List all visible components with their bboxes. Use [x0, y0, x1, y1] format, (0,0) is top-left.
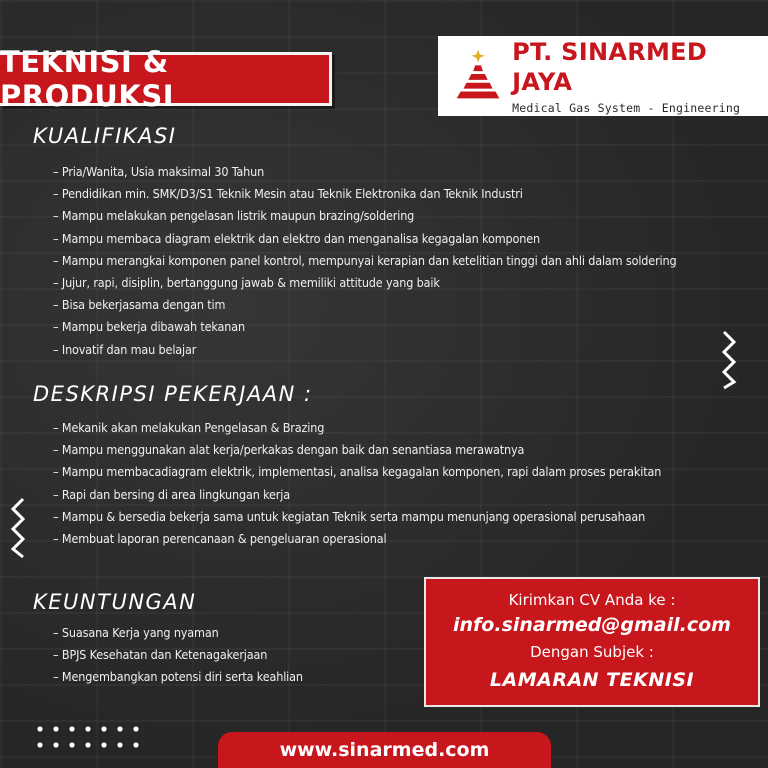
- list-item: – Mampu menggunakan alat kerja/perkakas dengan baik dan senantiasa merawatnya: [53, 439, 661, 461]
- zigzag-chevron-icon: [8, 497, 28, 559]
- list-item: – Mengembangkan potensi diri serta keahlian: [53, 666, 303, 688]
- page-title: TEKNISI & PRODUKSI: [0, 45, 175, 113]
- list-item: – Bisa bekerjasama dengan tim: [53, 294, 676, 316]
- list-item: – Mampu melakukan pengelasan listrik maupun brazing/soldering: [53, 205, 676, 227]
- kualifikasi-heading: KUALIFIKASI: [33, 124, 177, 148]
- list-item: – Mampu membacadiagram elektrik, implementasi, analisa kegagalan komponen, rapi dalam proses perakitan: [53, 461, 661, 483]
- website-link[interactable]: www.sinarmed.com: [279, 739, 490, 761]
- keuntungan-heading: KEUNTUNGAN: [33, 590, 197, 614]
- kualifikasi-list: [53, 161, 676, 361]
- company-name: PT. SINARMED JAYA: [512, 38, 708, 96]
- list-item: – Jujur, rapi, disiplin, bertanggung jawab & memiliki attitude yang baik: [53, 272, 676, 294]
- list-item: – Mampu membaca diagram elektrik dan elektro dan menganalisa kegagalan komponen: [53, 228, 676, 250]
- list-item: – Mampu merangkai komponen panel kontrol, mempunyai kerapian dan ketelitian tinggi dan ahli dalam soldering: [53, 250, 676, 272]
- keuntungan-list: [53, 622, 303, 689]
- sinarmed-logo-icon: [448, 45, 508, 107]
- list-item: – Pendidikan min. SMK/D3/S1 Teknik Mesin atau Teknik Elektronika dan Teknik Industri: [53, 183, 676, 205]
- list-item: – Inovatif dan mau belajar: [53, 339, 676, 361]
- cta-subject-label: Dengan Subjek :: [530, 643, 654, 661]
- list-item: – Suasana Kerja yang nyaman: [53, 622, 303, 644]
- website-bar[interactable]: [218, 732, 551, 768]
- cta-email[interactable]: info.sinarmed@gmail.com: [453, 614, 731, 636]
- deskripsi-list: [53, 417, 661, 550]
- list-item: – Mekanik akan melakukan Pengelasan & Brazing: [53, 417, 661, 439]
- deskripsi-heading: DESKRIPSI PEKERJAAN :: [33, 382, 313, 406]
- title-banner: [0, 45, 332, 113]
- cta-send-cv-label: Kirimkan CV Anda ke :: [508, 591, 676, 609]
- list-item: – Rapi dan bersing di area lingkungan kerja: [53, 484, 661, 506]
- list-item: – Mampu bekerja dibawah tekanan: [53, 316, 676, 338]
- list-item: – Membuat laporan perencanaan & pengeluaran operasional: [53, 528, 661, 550]
- list-item: – Pria/Wanita, Usia maksimal 30 Tahun: [53, 161, 676, 183]
- company-tagline: Medical Gas System - Engineering: [512, 101, 741, 115]
- list-item: – Mampu & bersedia bekerja sama untuk kegiatan Teknik serta mampu menunjang operasional perusahaan: [53, 506, 661, 528]
- zigzag-chevron-icon: [719, 330, 739, 390]
- list-item: – BPJS Kesehatan dan Ketenagakerjaan: [53, 644, 303, 666]
- cta-subject-value: LAMARAN TEKNISI: [489, 669, 695, 691]
- company-logo-box: [438, 36, 768, 116]
- cta-box: [424, 577, 760, 707]
- dot-grid-icon: [36, 725, 146, 751]
